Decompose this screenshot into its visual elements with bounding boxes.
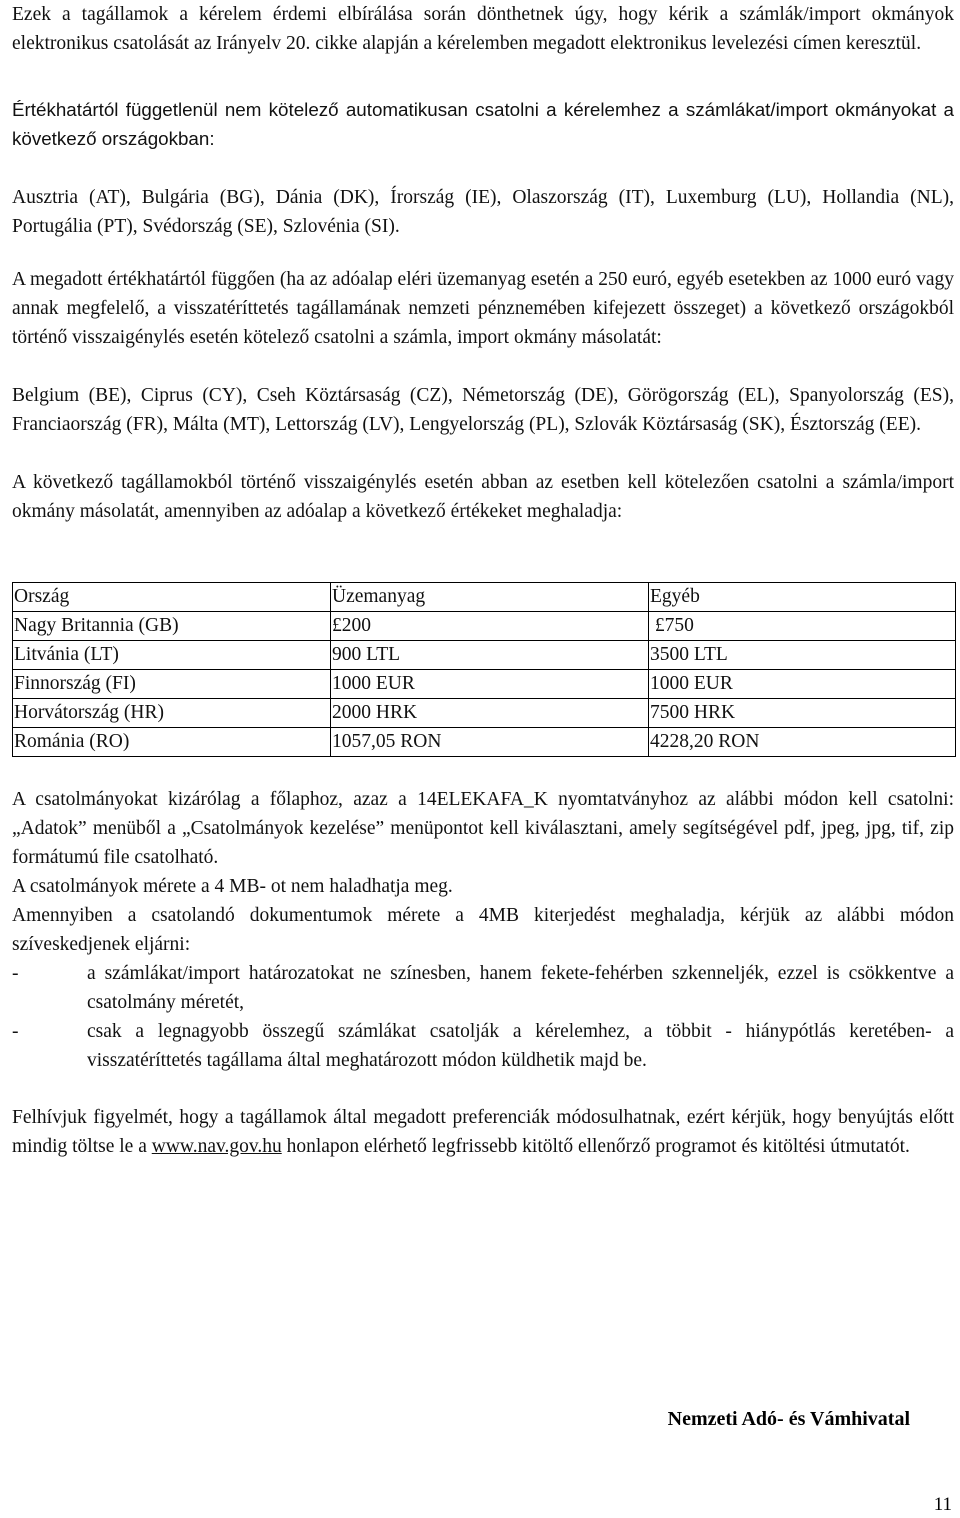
table-row [13, 641, 956, 670]
paragraph-size-limit: A csatolmányok mérete a 4 MB- ot nem haladhatja meg. [12, 876, 453, 897]
table-cell: Finnország (FI) [13, 670, 331, 699]
document-page [12, 0, 954, 1161]
table-cell: 4228,20 RON [649, 728, 956, 757]
paragraph-threshold-intro: A következő tagállamokból történő visszaigénylés esetén abban az esetben kell kötelezően csatolni a számla/import okmány másolatát, amennyiben az adóalap a következő értékeket meghaladja: [12, 472, 954, 522]
list-item-text: csak a legnagyobb összegű számlákat csatolják a kérelemhez, a többit - hiánypótlás keretében- a visszatéríttetés tagállama által meghatározott módon küldhetik majd be. [87, 1021, 954, 1071]
table-cell: £750 [649, 612, 956, 641]
table-cell: 3500 LTL [649, 641, 956, 670]
table-row [13, 670, 956, 699]
dash-bullet: - [12, 963, 19, 984]
table-cell: Litvánia (LT) [13, 641, 331, 670]
paragraph-country-list-mandatory: Belgium (BE), Ciprus (CY), Cseh Köztársaság (CZ), Németország (DE), Görögország (EL), Spanyolország (ES), Franciaország (FR), Málta (MT), Lettország (LV), Lengyelország (PL), Szlovák Köztársaság (SK), Észtország (EE). [12, 385, 954, 435]
table-cell: 1057,05 RON [331, 728, 649, 757]
table-cell: 7500 HRK [649, 699, 956, 728]
table-cell: Románia (RO) [13, 728, 331, 757]
table-cell: 2000 HRK [331, 699, 649, 728]
table-cell: Nagy Britannia (GB) [13, 612, 331, 641]
table-cell: 1000 EUR [649, 670, 956, 699]
instruction-list [12, 959, 954, 1075]
paragraph-oversize-instructions: Amennyiben a csatolandó dokumentumok mérete a 4MB kiterjedést meghaladja, kérjük az alábbi módon szíveskedjenek eljárni: [12, 905, 954, 955]
paragraph-preferences-notice [12, 1103, 954, 1161]
notice-text-start: Felhívjuk figyelmét, hogy a tagállamok által megadott preferenciák módosulhatnak, ezért kérjük, hogy benyújtás előtt mindig töltse le a [12, 1107, 954, 1157]
paragraph-attachment-method: A csatolmányokat kizárólag a főlaphoz, azaz a 14ELEKAFA_K nyomtatványhoz az alábbi módon kell csatolni: „Adatok” menüből a „Csatolmányok kezelése” menüpontot kell kiválasztani, amely segítségével pdf, jpeg, jpg, tif, zip formátumú file csatolható. [12, 789, 954, 868]
table-cell: 1000 EUR [331, 670, 649, 699]
table-cell: Horvátország (HR) [13, 699, 331, 728]
threshold-table [12, 582, 956, 757]
table-row [13, 612, 956, 641]
list-item [12, 959, 954, 1017]
table-header-cell: Egyéb [649, 583, 956, 612]
paragraph-value-threshold: A megadott értékhatártól függően (ha az adóalap eléri üzemanyag esetén a 250 euró, egyéb esetekben az 1000 euró vagy annak megfelelő, a visszatéríttetés tagállamának nemzeti pénznemében kifejezett összeget) a következő országokból történő visszaigénylés esetén kötelező csatolni a számla, import okmány másolatát: [12, 269, 954, 348]
nav-website-link[interactable]: www.nav.gov.hu [151, 1136, 282, 1157]
notice-text-end: honlapon elérhető legfrissebb kitöltő ellenőrző programot és kitöltési útmutatót. [281, 1136, 910, 1157]
table-header-cell: Ország [13, 583, 331, 612]
table-row [13, 699, 956, 728]
paragraph-country-list-optional: Ausztria (AT), Bulgária (BG), Dánia (DK), Írország (IE), Olaszország (IT), Luxemburg (LU), Hollandia (NL), Portugália (PT), Svédország (SE), Szlovénia (SI). [12, 187, 954, 237]
table-header-row [13, 583, 956, 612]
list-item [12, 1017, 954, 1075]
dash-bullet: - [12, 1021, 19, 1042]
paragraph-electronic-attachment: Ezek a tagállamok a kérelem érdemi elbírálása során dönthetnek úgy, hogy kérik a számlák/import okmányok elektronikus csatolását az Irányelv 20. cikke alapján a kérelemben megadott elektronikus levelezési címen keresztül. [12, 4, 954, 54]
table-cell: 900 LTL [331, 641, 649, 670]
table-row [13, 728, 956, 757]
table-cell: £200 [331, 612, 649, 641]
paragraph-no-mandatory-attachment: Értékhatártól függetlenül nem kötelező automatikusan csatolni a kérelemhez a számlákat/import okmányokat a következő országokban: [12, 99, 954, 149]
signature: Nemzeti Adó- és Vámhivatal [667, 1408, 910, 1430]
page-number: 11 [933, 1494, 952, 1515]
table-header-cell: Üzemanyag [331, 583, 649, 612]
list-item-text: a számlákat/import határozatokat ne színesben, hanem fekete-fehérben szkenneljék, ezzel is csökkentve a csatolmány méretét, [87, 963, 954, 1013]
